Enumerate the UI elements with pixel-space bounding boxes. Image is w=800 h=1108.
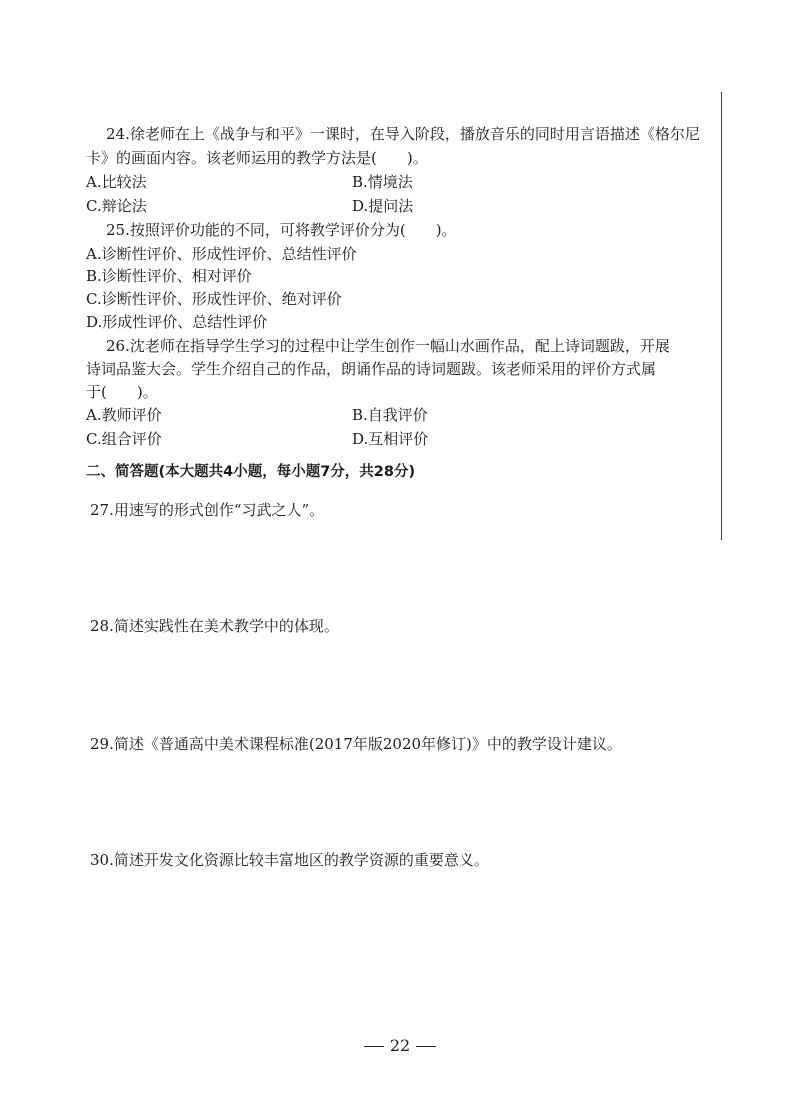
q24-line2: 卡》的画面内容。该老师运用的教学方法是( )。	[86, 149, 428, 167]
q24-option-a: A.比较法	[86, 173, 147, 191]
q26-line2: 诗词品鉴大会。学生介绍自己的作品，朗诵作品的诗词题跋。该老师采用的评价方式属	[86, 360, 657, 378]
page-number-text: 22	[389, 1036, 411, 1055]
q26-option-b: B.自我评价	[352, 406, 428, 424]
q26-line3: 于( )。	[86, 383, 158, 401]
q25-option-c: C.诊断性评价、形成性评价、绝对评价	[86, 290, 342, 308]
q26-line1: 26.沈老师在指导学生学习的过程中让学生创作一幅山水画作品，配上诗词题跋，开展	[106, 337, 670, 355]
q25-line1: 25.按照评价功能的不同，可将教学评价分为( )。	[106, 221, 457, 239]
q24-line1: 24.徐老师在上《战争与和平》一课时，在导入阶段，播放音乐的同时用言语描述《格尔尼	[106, 125, 700, 143]
short-question-30: 30.简述开发文化资源比较丰富地区的教学资源的重要意义。	[90, 851, 489, 869]
q25-option-b: B.诊断性评价、相对评价	[86, 267, 252, 285]
short-question-28: 28.简述实践性在美术教学中的体现。	[90, 617, 339, 635]
margin-rule	[721, 92, 722, 540]
q24-option-b: B.情境法	[352, 173, 413, 191]
section-heading: 二、简答题(本大题共4小题，每小题7分，共28分)	[86, 464, 416, 480]
page-number	[0, 1036, 800, 1056]
q26-option-c: C.组合评价	[86, 430, 162, 448]
q24-option-d: D.提问法	[352, 197, 414, 215]
q26-option-a: A.教师评价	[86, 406, 162, 424]
right-dash	[416, 1046, 436, 1047]
short-question-27: 27.用速写的形式创作“习武之人”。	[90, 501, 325, 519]
short-question-29: 29.简述《普通高中美术课程标准(2017年版2020年修订)》中的教学设计建议。	[90, 735, 622, 753]
left-dash	[364, 1046, 384, 1047]
q25-option-a: A.诊断性评价、形成性评价、总结性评价	[86, 245, 357, 263]
q26-option-d: D.互相评价	[352, 430, 429, 448]
q24-option-c: C.辩论法	[86, 197, 147, 215]
q25-option-d: D.形成性评价、总结性评价	[86, 313, 268, 331]
